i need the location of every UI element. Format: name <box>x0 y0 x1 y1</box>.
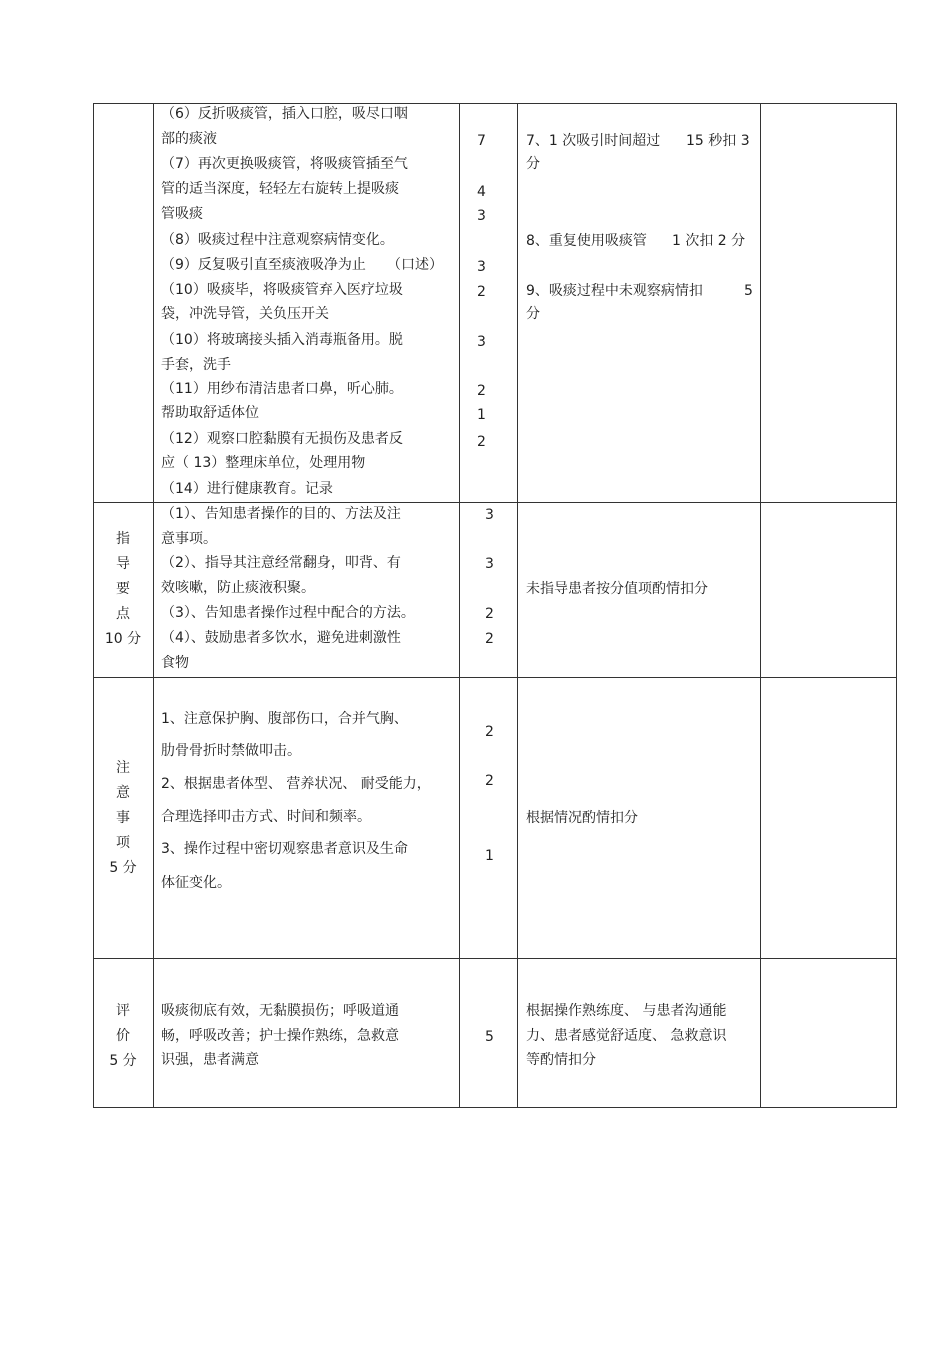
evaluation-line: 识强，患者满意 <box>161 1052 259 1068</box>
guidance-line: （4）、鼓励患者多饮水，避免进刺激性 <box>161 630 401 646</box>
column-divider-3 <box>517 103 518 1108</box>
table-right-border <box>896 103 897 1108</box>
column-divider-2 <box>459 103 460 1108</box>
precautions-line: 3、操作过程中密切观察患者意识及生命 <box>161 841 408 857</box>
precautions-score: 2 <box>485 773 494 789</box>
guidance-score: 3 <box>485 556 494 572</box>
precautions-score: 2 <box>485 724 494 740</box>
precautions-label: 意 <box>116 785 130 801</box>
precautions-line: 肋骨骨折时禁做叩击。 <box>161 743 301 759</box>
procedure-deduction: 7、1 次吸引时间超过 <box>526 133 661 149</box>
procedure-deduction: 9、吸痰过程中未观察病情扣 <box>526 283 703 299</box>
precautions-label: 注 <box>116 760 130 776</box>
column-divider-1 <box>153 103 154 1108</box>
precautions-line: 1、注意保护胸、腹部伤口，合并气胸、 <box>161 711 408 727</box>
table-top-border <box>93 103 897 104</box>
guidance-line: （2）、指导其注意经常翻身，叩背、有 <box>161 555 401 571</box>
procedure-line: （14）进行健康教育。记录 <box>161 481 333 497</box>
guidance-line: （3）、告知患者操作过程中配合的方法。 <box>161 605 415 621</box>
procedure-line: 部的痰液 <box>161 131 217 147</box>
procedure-line: （11）用纱布清洁患者口鼻，听心肺。 <box>161 381 403 397</box>
precautions-label: 事 <box>116 810 130 826</box>
procedure-line: （10）将玻璃接头插入消毒瓶备用。脱 <box>161 332 403 348</box>
procedure-line: （9）反复吸引直至痰液吸净为止 <box>161 257 366 273</box>
evaluation-deduction: 根据操作熟练度、 与患者沟通能 <box>526 1003 727 1019</box>
evaluation-deduction: 等酌情扣分 <box>526 1052 596 1068</box>
procedure-line: 帮助取舒适体位 <box>161 405 259 421</box>
procedure-line: 管的适当深度，轻轻左右旋转上提吸痰 <box>161 181 399 197</box>
guidance-score: 2 <box>485 631 494 647</box>
guidance-deduction: 未指导患者按分值项酌情扣分 <box>526 581 708 597</box>
column-divider-4 <box>760 103 761 1108</box>
guidance-line: 意事项。 <box>161 531 217 547</box>
procedure-line: （12）观察口腔黏膜有无损伤及患者反 <box>161 431 403 447</box>
procedure-score: 2 <box>477 284 486 300</box>
evaluation-line: 畅，呼吸改善；护士操作熟练，急救意 <box>161 1028 399 1044</box>
procedure-deduction: 分 <box>526 156 540 172</box>
precautions-line: 体征变化。 <box>161 875 231 891</box>
guidance-label: 导 <box>116 556 130 572</box>
guidance-score: 3 <box>485 507 494 523</box>
procedure-line: 袋，冲洗导管，关负压开关 <box>161 306 329 322</box>
procedure-line: 应（ 13）整理床单位，处理用物 <box>161 455 366 471</box>
precautions-line: 2、根据患者体型、 营养状况、 耐受能力， <box>161 776 431 792</box>
guidance-label: 要 <box>116 581 130 597</box>
row-divider-evaluation <box>93 958 897 959</box>
precautions-deduction: 根据情况酌情扣分 <box>526 810 638 826</box>
procedure-line: （7）再次更换吸痰管，将吸痰管插至气 <box>161 156 408 172</box>
procedure-line: （10）吸痰毕，将吸痰管弃入医疗垃圾 <box>161 282 403 298</box>
procedure-line: （口述） <box>387 257 443 273</box>
row-divider-precautions <box>93 677 897 678</box>
evaluation-label: 评 <box>116 1003 130 1019</box>
guidance-line: 食物 <box>161 655 189 671</box>
evaluation-label: 价 <box>116 1028 130 1044</box>
procedure-line: 手套，洗手 <box>161 357 231 373</box>
row-divider-guidance <box>93 502 897 503</box>
procedure-line: 管吸痰 <box>161 206 203 222</box>
evaluation-line: 吸痰彻底有效，无黏膜损伤；呼吸道通 <box>161 1003 399 1019</box>
guidance-label: 点 <box>116 606 130 622</box>
evaluation-score: 5 <box>485 1029 494 1045</box>
precautions-line: 合理选择叩击方式、时间和频率。 <box>161 809 371 825</box>
evaluation-label: 5 分 <box>109 1053 137 1069</box>
guidance-label: 10 分 <box>104 631 142 647</box>
procedure-score: 2 <box>477 434 486 450</box>
precautions-score: 1 <box>485 848 494 864</box>
procedure-score: 2 <box>477 383 486 399</box>
guidance-line: （1）、告知患者操作的目的、方法及注 <box>161 506 401 522</box>
guidance-score: 2 <box>485 606 494 622</box>
procedure-deduction: 1 次扣 2 分 <box>672 233 746 249</box>
precautions-label: 5 分 <box>109 860 137 876</box>
procedure-score: 3 <box>477 208 486 224</box>
guidance-label: 指 <box>116 531 130 547</box>
procedure-line: （8）吸痰过程中注意观察病情变化。 <box>161 232 394 248</box>
procedure-score: 3 <box>477 334 486 350</box>
procedure-score: 1 <box>477 407 486 423</box>
procedure-line: （6）反折吸痰管，插入口腔，吸尽口咽 <box>161 106 408 122</box>
procedure-deduction: 5 <box>744 283 753 299</box>
precautions-label: 项 <box>116 835 130 851</box>
guidance-line: 效咳嗽，防止痰液积聚。 <box>161 580 315 596</box>
procedure-score: 3 <box>477 259 486 275</box>
table-bottom-border <box>93 1107 897 1108</box>
procedure-score: 4 <box>477 184 486 200</box>
procedure-deduction: 分 <box>526 306 540 322</box>
procedure-deduction: 15 秒扣 3 <box>686 133 750 149</box>
evaluation-deduction: 力、患者感觉舒适度、 急救意识 <box>526 1028 727 1044</box>
procedure-deduction: 8、重复使用吸痰管 <box>526 233 647 249</box>
procedure-score: 7 <box>477 133 486 149</box>
